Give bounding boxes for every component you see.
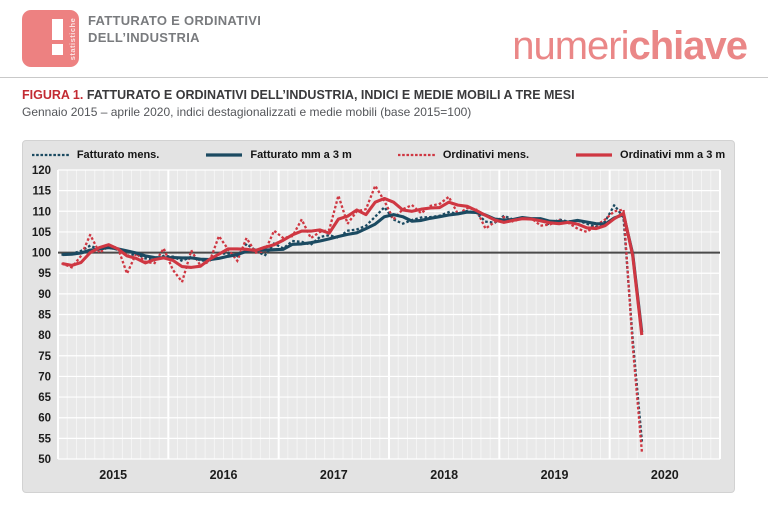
- figure-number: FIGURA 1.: [22, 88, 84, 102]
- brand-bold-part: chiave: [628, 24, 747, 68]
- y-tick-label: 65: [38, 392, 51, 405]
- legend-label: Ordinativi mm a 3 m: [620, 149, 726, 161]
- figure-subtitle: Gennaio 2015 – aprile 2020, indici destagionalizzati e medie mobili (base 2015=100): [22, 105, 472, 119]
- report-title-line2: DELL’INDUSTRIA: [88, 29, 200, 45]
- y-tick-label: 80: [38, 330, 51, 343]
- y-tick-label: 90: [38, 288, 51, 301]
- logo-vertical-text: statistiche: [68, 17, 77, 60]
- line-chart: [23, 141, 734, 492]
- y-tick-label: 115: [32, 185, 51, 198]
- legend-label: Ordinativi mens.: [442, 149, 530, 161]
- page-header: [0, 0, 768, 77]
- logo-bar-shape: [52, 19, 63, 40]
- x-tick-label: 2018: [430, 468, 459, 482]
- report-title-line1: FATTURATO E ORDINATIVI: [88, 13, 262, 28]
- y-axis-labels: [32, 165, 52, 466]
- x-tick-label: 2019: [540, 468, 569, 482]
- legend-label: Fatturato mm a 3 m: [250, 149, 352, 161]
- istat-statistiche-logo: [22, 10, 79, 67]
- y-tick-label: 50: [38, 454, 51, 466]
- y-tick-label: 70: [38, 371, 51, 384]
- y-tick-label: 105: [31, 226, 51, 239]
- brand-light-part: numeri: [512, 24, 629, 68]
- y-tick-label: 100: [31, 247, 51, 260]
- y-tick-label: 95: [38, 268, 51, 281]
- y-tick-label: 55: [38, 433, 51, 446]
- y-tick-label: 75: [38, 350, 51, 363]
- chart-panel: [22, 140, 735, 493]
- figure-title: FATTURATO E ORDINATIVI DELL’INDUSTRIA, INDICI E MEDIE MOBILI A TRE MESI: [83, 88, 575, 102]
- y-tick-label: 85: [38, 309, 51, 322]
- x-tick-label: 2015: [99, 468, 128, 482]
- figure-caption: [22, 88, 575, 102]
- report-title: [88, 13, 261, 47]
- x-tick-label: 2020: [650, 468, 679, 482]
- header-divider: [0, 77, 768, 78]
- y-tick-label: 60: [38, 412, 51, 425]
- legend-label: Fatturato mens.: [76, 149, 160, 161]
- logo-square-shape: [52, 44, 63, 55]
- y-tick-label: 110: [32, 206, 51, 219]
- x-tick-label: 2017: [319, 468, 348, 482]
- x-tick-label: 2016: [209, 468, 238, 482]
- y-tick-label: 120: [31, 165, 51, 177]
- x-axis-labels: [99, 468, 679, 482]
- numerichiave-brand: [512, 26, 747, 66]
